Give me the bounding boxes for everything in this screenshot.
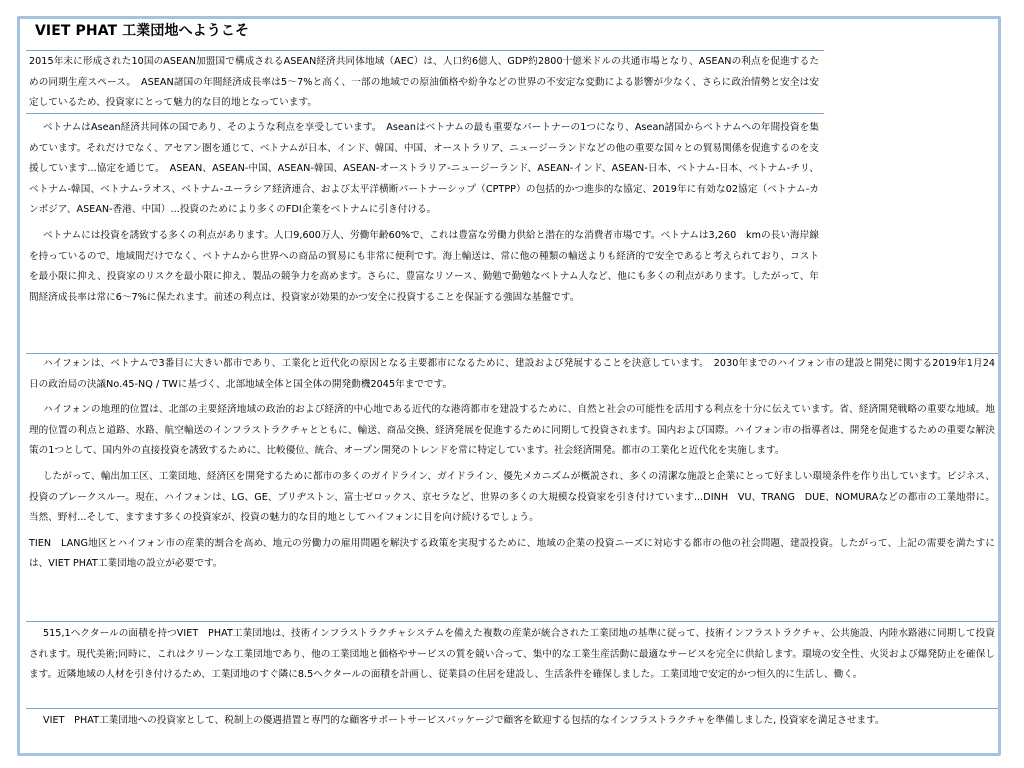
- paragraph-vietnam-asean: ベトナムはAsean経済共同体の国であり、そのような利点を享受しています。 Aseanはベトナムの最も重要なパートナーの1つになり、Asean諸国からベトナムへの年間投資を集めています。それだけでなく、アセアン圏を通じて、ベトナムが日本、インド、韓国、中国、オーストラリア、ニュージーランドなどの他の重要な国々との貿易関係を促進するのを支援しています...協定を通じて。 ASEAN、ASEAN-中国、ASEAN-韓国、ASEAN-オーストラリア-ニュージーランド、ASEAN-インド、ASEAN-日本、ベトナム-日本、ベトナム-チリ、ベトナム-韓国、ベトナム-ラオス、ベトナム-ユーラシア経済連合、および太平洋横断パートナーシップ（CPTPP）の包括的かつ進歩的な協定、2019年に有効な02協定（ベトナム-カンボジア、ASEAN-香港、中国）...投資のためにより多くのFDI企業をベトナムに引き付ける。: [29, 122, 819, 216]
- page-title: VIET PHAT 工業団地へようこそ: [35, 23, 250, 39]
- paragraph-park-overview: 515,1ヘクタールの面積を持つVIET PHAT工業団地は、技術インフラストラクチャシステムを備えた複数の産業が統合された工業団地の基準に従って、技術インフラストラクチャ、公共施設、内陸水路港に同期して投資されます。現代美術;同時に、これはクリーンな工業団地であり、他の工業団地と価格やサービスの質を競い合って、集中的な工業生産活動に最適なサービスを完全に供給します。環境の安全性、火災および爆発防止を確保します。近隣地域の人材を引き付けるため、工業団地のすぐ隣に8.5ヘクタールの面積を計画し、従業員の住居を建設し、生活条件を確保しました。工業団地で安定的かつ恒久的に生活し、働く。: [29, 628, 995, 681]
- section-vietnam: [29, 118, 819, 308]
- paragraph-vietnam-advantages: ベトナムには投資を誘致する多くの利点があります。人口9,600万人、労働年齢60%で、これは豊富な労働力供給と潜在的な消費者市場です。ベトナムは3,260 kmの長い海岸線を持っているので、地域間だけでなく、ベトナムから世界への商品の貿易にも非常に便利です。海上輸送は、常に他の種類の輸送よりも経済的で安全であると考えられており、コストを最小限に抑え、投資家のリスクを最小限に抑え、製品の競争力を高めます。さらに、豊富なリソース、勤勉で勤勉なベトナム人など、他にも多くの利点があります。したがって、年間経済成長率は常に6～7%に保たれます。前述の利点は、投資家が効果的かつ安全に投資することを保証する強固な基盤です。: [29, 229, 819, 303]
- paragraph-haiphong-investors: したがって、輸出加工区、工業団地、経済区を開発するために都市の多くのガイドライン、ガイドライン、優先メカニズムが概説され、多くの清潔な施設と企業にとって好ましい環境条件を作り出しています。ビジネス、投資のブレークスルー。現在、ハイフォンは、LG、GE、ブリヂストン、富士ゼロックス、京セラなど、世界の多くの大規模な投資家を引き付けています...DINH VU、TRANG DUE、NOMURAなどの都市の工業地帯に。当然、野村...そして、ますます多くの投資家が、投資の魅力的な目的地としてハイフォンに目を向け続けるでしょう。: [29, 470, 995, 524]
- paragraph-tien-lang: TIEN LANG地区とハイフォン市の産業的割合を高め、地元の労働力の雇用問題を解決する政策を実現するために、地域の企業の投資ニーズに対応する都市の他の社会問題、建設投資。したがって、上記の需要を満たすには、VIET PHAT工業団地の設立が必要です。: [29, 537, 995, 570]
- paragraph-aec: 2015年末に形成された10国のASEAN加盟国で構成されるASEAN経済共同体地域（AEC）は、人口約6億人、GDP約2800十億米ドルの共通市場となり、ASEANの利点を促進するための同期生産スペース。 ASEAN諸国の年間経済成長率は5～7%と高く、一部の地域での原油価格や紛争などの世界の不安定な変動による影響が少なく、さらに政治情勢と安全は安定しているため、投資家にとって魅力的な目的地となっています。: [29, 56, 819, 109]
- section-divider: [26, 113, 824, 114]
- section-divider: [26, 50, 824, 51]
- section-divider: [26, 708, 998, 709]
- paragraph-haiphong-location: ハイフォンの地理的位置は、北部の主要経済地域の政治的および経済的中心地である近代的な港湾都市を建設するために、自然と社会の可能性を活用する利点を十分に伝えています。省、経済開発戦略の重要な地域。地理的位置の利点と道路、水路、航空輸送のインフラストラクチャとともに、輸送、商品交換、経済発展を促進するために同期して投資されます。国内および国際。ハイフォン市の指導者は、開発を促進するための重要な解決策の1つとして、国内外の直接投資を誘致するために、比較優位、統合、オープン開発のトレンドを常に特定しています。社会経済開発。都市の工業化と近代化を実施します。: [29, 404, 995, 457]
- section-aec: [29, 52, 819, 114]
- paragraph-investor-welcome: VIET PHAT工業団地への投資家として、税制上の優遇措置と専門的な顧客サポートサービスパッケージで顧客を歓迎する包括的なインフラストラクチャを準備しました, 投資家を満足させます。: [43, 715, 885, 726]
- section-divider: [26, 621, 998, 622]
- paragraph-haiphong-city: ハイフォンは、ベトナムで3番目に大きい都市であり、工業化と近代化の原因となる主要都市になるために、建設および発展することを決意しています。 2030年までのハイフォン市の建設と開発に関する2019年1月24日の政治局の決議No.45-NQ / TWに基づく、北部地域全体と国全体の開発動機2045年までです。: [29, 358, 995, 390]
- section-park-overview: [29, 624, 995, 686]
- section-haiphong: [29, 354, 995, 575]
- section-investor-welcome: [29, 711, 995, 732]
